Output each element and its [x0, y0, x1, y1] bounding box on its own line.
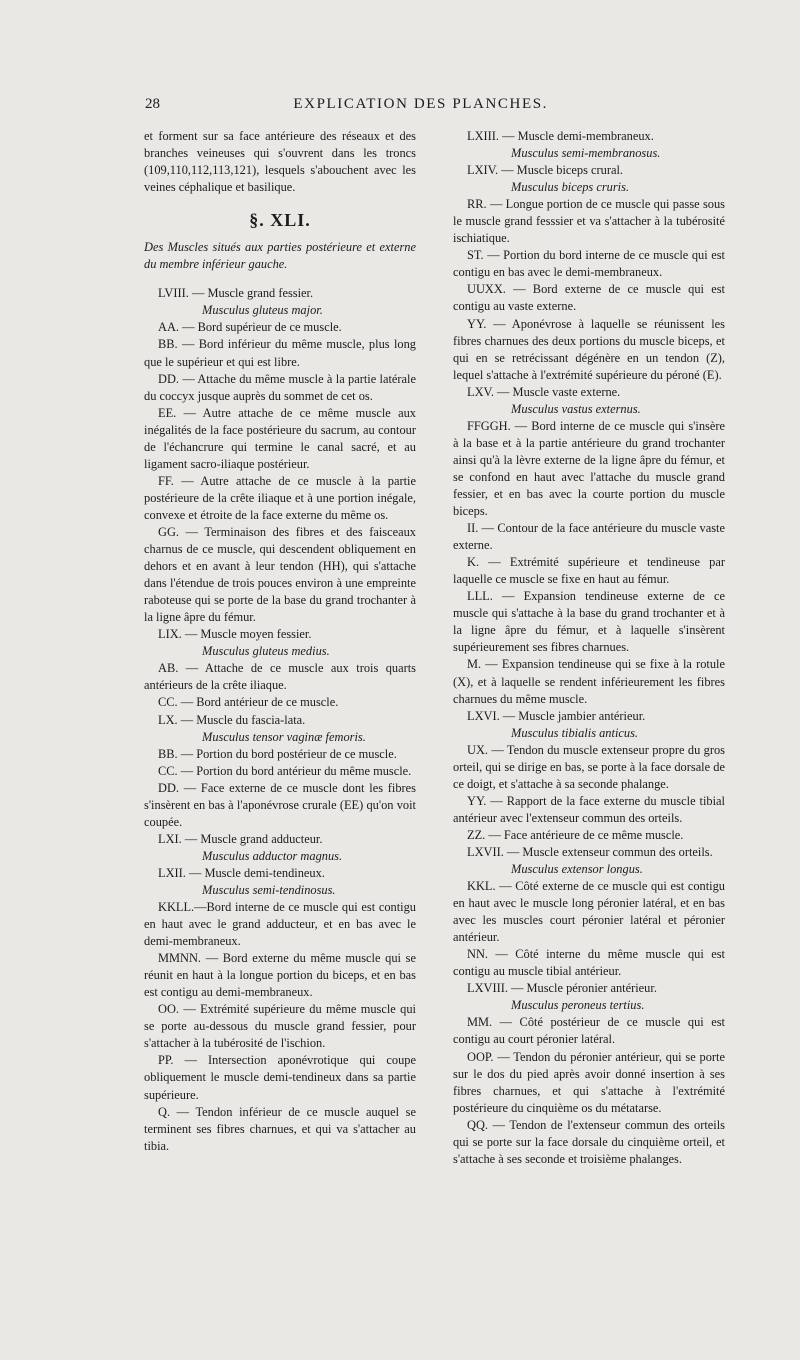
latin-name: Musculus tibialis anticus. — [511, 725, 639, 740]
latin-name: Musculus biceps cruris. — [511, 180, 630, 195]
entry: BB. — Bord inférieur du même muscle, plus long que le supérieur et qui est libre. — [144, 337, 416, 369]
entry: LXV. — Muscle vaste externe. — [467, 384, 621, 399]
entry: CC. — Bord antérieur de ce muscle. — [158, 695, 339, 710]
entry: RR. — Longue portion de ce muscle qui passe sous le muscle grand fesssier et va s'attacher à la tubérosité ischiatique. — [453, 197, 725, 246]
entry: LXIV. — Muscle biceps crural. — [467, 163, 623, 178]
entry: ST. — Portion du bord interne de ce muscle qui est contigu en bas avec le demi-membraneux. — [453, 248, 725, 280]
entry: MM. — Côté postérieur de ce muscle qui est contigu au court péronier latéral. — [453, 1015, 725, 1047]
entry: AA. — Bord supérieur de ce muscle. — [158, 320, 342, 335]
right-column — [453, 128, 725, 1168]
entry: LXVI. — Muscle jambier antérieur. — [467, 708, 646, 723]
entry: PP. — Intersection aponévrotique qui coupe obliquement le muscle demi-tendineux dans sa partie supérieure. — [144, 1053, 416, 1102]
entry: YY. — Aponévrose à laquelle se réunissent les fibres charnues des deux portions du muscle biceps, et qui en se retrécissant dégénère en un tendon (Z), lequel s'attache à l'extrémité supérieure du péroné (E). — [453, 316, 725, 382]
latin-name: Musculus semi-membranosus. — [511, 146, 661, 161]
entry: AB. — Attache de ce muscle aux trois quarts antérieurs de la crête iliaque. — [144, 661, 416, 693]
entry: OOP. — Tendon du péronier antérieur, qui se porte sur le dos du pied après avoir donné insertion à ses fibres charnues, et qui s'attache à l'extrémité postérieure du cinquième os du métatarse. — [453, 1049, 725, 1115]
latin-name: Musculus vastus externus. — [511, 401, 641, 416]
entry: K. — Extrémité supérieure et tendineuse par laquelle ce muscle se fixe en haut au fémur. — [453, 555, 725, 587]
latin-name: Musculus gluteus major. — [202, 303, 323, 318]
entry: DD. — Face externe de ce muscle dont les fibres s'insèrent en bas à l'aponévrose crurale (EE) qu'on voit coupée. — [144, 780, 416, 829]
latin-name: Musculus adductor magnus. — [202, 848, 343, 863]
latin-name: Musculus gluteus medius. — [202, 644, 330, 659]
entry: ZZ. — Face antérieure de ce même muscle. — [467, 827, 684, 842]
intro-paragraph: et forment sur sa face antérieure des réseaux et des branches veineuses qui s'ouvrent dans les troncs (109,110,112,113,121), lesquels s'abouchent avec les veines céphalique et basilique. — [144, 129, 416, 195]
entry: LIX. — Muscle moyen fessier. — [158, 627, 312, 642]
entry: MMNN. — Bord externe du même muscle qui se réunit en haut à la longue portion du biceps, et en bas est contigu au demi-membraneux. — [144, 951, 416, 1000]
entry: CC. — Portion du bord antérieur du même muscle. — [158, 763, 412, 778]
page-header — [145, 96, 548, 120]
entry: LXIII. — Muscle demi-membraneux. — [467, 129, 654, 143]
entry: GG. — Terminaison des fibres et des faisceaux charnus de ce muscle, qui descendent obliquement en dehors et en avant à leur tendon (HH), qui s'attache dans l'étendue de trois pouces environ à une empreinte raboteuse qui se porte de la base du grand trochanter à la ligne âpre du fémur. — [144, 524, 416, 625]
entry: LX. — Muscle du fascia-lata. — [158, 712, 306, 727]
entry: LXI. — Muscle grand adducteur. — [158, 831, 323, 846]
entry: LLL. — Expansion tendineuse externe de ce muscle qui s'attache à la base du grand trochanter et à la ligne âpre du fémur, et à laquelle s'insèrent supérieurement ses fibres charnues. — [453, 589, 725, 655]
entry: LXVIII. — Muscle péronier antérieur. — [467, 981, 657, 996]
entry: DD. — Attache du même muscle à la partie latérale du coccyx jusque auprès du sommet de cet os. — [144, 371, 416, 403]
entry: LXII. — Muscle demi-tendineux. — [158, 865, 325, 880]
entry: FF. — Autre attache de ce muscle à la partie postérieure de la crête iliaque et à une portion inégale, convexe et étroite de la face externe du même os. — [144, 473, 416, 522]
entry: YY. — Rapport de la face externe du muscle tibial antérieur avec l'extenseur commun des orteils. — [453, 793, 725, 825]
entry: BB. — Portion du bord postérieur de ce muscle. — [158, 746, 397, 761]
entry: KKL. — Côté externe de ce muscle qui est contigu en haut avec le muscle long péronier latéral, et en bas avec les muscles court péronier latéral et péronier antérieur. — [453, 879, 725, 945]
entry: Q. — Tendon inférieur de ce muscle auquel se terminent ses fibres charnues, et qui va s'attacher au tibia. — [144, 1104, 416, 1153]
entry: M. — Expansion tendineuse qui se fixe à la rotule (X), et à laquelle se rendent inférieurement les fibres charnues du même muscle. — [453, 657, 725, 706]
entry: II. — Contour de la face antérieure du muscle vaste externe. — [453, 521, 725, 553]
entry: NN. — Côté interne du même muscle qui est contigu au muscle tibial antérieur. — [453, 947, 725, 979]
entry: LVIII. — Muscle grand fessier. — [158, 286, 314, 301]
page-number: 28 — [145, 96, 160, 112]
latin-name: Musculus semi-tendinosus. — [202, 882, 336, 897]
entry: QQ. — Tendon de l'extenseur commun des orteils qui se porte sur la face dorsale du cinquième orteil, et s'attache à ses seconde et troisième phalanges. — [453, 1117, 725, 1166]
running-title: EXPLICATION DES PLANCHES. — [293, 96, 548, 112]
entry: UUXX. — Bord externe de ce muscle qui est contigu au vaste externe. — [453, 282, 725, 314]
entry: EE. — Autre attache de ce même muscle aux inégalités de la face postérieure du sacrum, au contour de l'échancrure qui termine le canal sacré, et au ligament sacro-iliaque postérieur. — [144, 405, 416, 471]
entry: LXVII. — Muscle extenseur commun des orteils. — [467, 844, 713, 859]
latin-name: Musculus extensor longus. — [511, 862, 643, 877]
entry: OO. — Extrémité supérieure du même muscle qui se porte au-dessous du muscle grand fessier, pour s'attacher à la tubérosité de l'ischion. — [144, 1002, 416, 1051]
section-subtitle: Des Muscles situés aux parties postérieure et externe du membre inférieur gauche. — [144, 240, 416, 272]
latin-name: Musculus peroneus tertius. — [511, 998, 645, 1013]
entry: UX. — Tendon du muscle extenseur propre du gros orteil, qui se dirige en bas, se porte à la face dorsale de ce doigt, et s'attache à sa seconde phalange. — [453, 742, 725, 791]
latin-name: Musculus tensor vaginæ femoris. — [202, 729, 366, 744]
entry: FFGGH. — Bord interne de ce muscle qui s'insère à la base et à la partie antérieure du grand trochanter ainsi qu'à la lèvre externe de la ligne âpre du fémur, et se confond en haut avec l'attache du muscle grand fessier, et en bas avec la courte portion du muscle biceps. — [453, 418, 725, 519]
section-title: §. XLI. — [249, 210, 311, 231]
entry: KKLL.—Bord interne de ce muscle qui est contigu en haut avec le grand adducteur, et en bas avec le demi-membraneux. — [144, 900, 416, 949]
left-column — [144, 128, 416, 1155]
